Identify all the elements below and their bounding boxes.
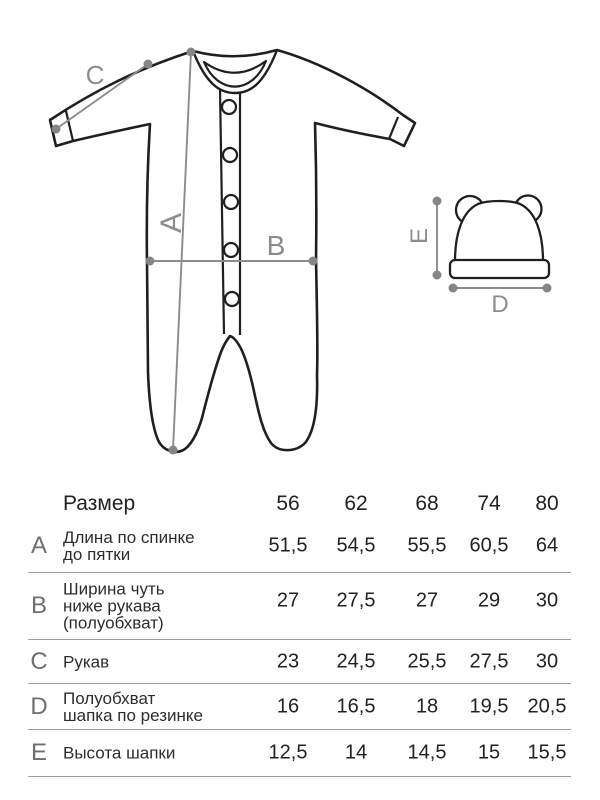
cell-E-56: 12,5 (268, 741, 308, 764)
cell-D-68: 18 (415, 695, 439, 717)
row-letter-E: E (30, 739, 47, 766)
cell-B-68: 27 (415, 589, 439, 612)
table-header-label: Размер (63, 492, 136, 515)
label-A: A (155, 212, 188, 234)
label-C: C (85, 60, 105, 90)
hat-dome (455, 201, 543, 261)
cell-C-80: 30 (535, 650, 559, 672)
row-desc-E: Высота шапки (63, 743, 176, 763)
cell-B-80: 30 (535, 589, 559, 612)
cell-D-74: 19,5 (469, 695, 509, 717)
cell-E-68: 14,5 (407, 741, 447, 764)
table-row-A (0, 520, 600, 572)
row-desc-C: Рукав (63, 652, 110, 671)
size-74: 74 (477, 492, 501, 515)
cell-D-80: 20,5 (527, 695, 567, 717)
cell-C-68: 25,5 (407, 650, 447, 672)
table-row-D (0, 684, 600, 729)
size-56: 56 (276, 492, 300, 515)
cell-E-80: 15,5 (527, 741, 567, 764)
label-B: B (266, 230, 286, 261)
table-row-B (0, 573, 600, 639)
table-header-row (0, 490, 600, 518)
hat-drawing (450, 196, 549, 279)
cell-A-80: 64 (535, 534, 559, 557)
cell-C-62: 24,5 (336, 650, 376, 672)
row-desc-A: Длина по спинке до пятки (63, 528, 195, 564)
onesie-drawing (50, 50, 415, 452)
cell-E-74: 15 (477, 741, 501, 764)
label-E: E (406, 227, 433, 245)
row-letter-A: A (30, 532, 47, 559)
cell-A-74: 60,5 (469, 534, 509, 557)
size-68: 68 (415, 492, 439, 515)
cell-C-56: 23 (276, 650, 300, 672)
cell-A-56: 51,5 (268, 534, 308, 557)
cell-D-56: 16 (276, 695, 300, 717)
row-desc-B: Ширина чуть ниже рукава (полуобхват) (63, 579, 165, 633)
size-80: 80 (535, 492, 559, 515)
cell-D-62: 16,5 (336, 695, 376, 717)
cell-A-62: 54,5 (336, 534, 376, 557)
table-row-C (0, 640, 600, 683)
row-desc-D: Полуобхват шапка по резинке (63, 688, 203, 725)
cell-E-62: 14 (344, 741, 368, 764)
row-letter-D: D (30, 692, 48, 720)
cell-A-68: 55,5 (407, 534, 447, 557)
size-62: 62 (344, 492, 368, 515)
label-D: D (491, 291, 509, 318)
table-row-E (0, 730, 600, 776)
hat-brim (450, 260, 549, 278)
cell-C-74: 27,5 (469, 650, 509, 672)
row-letter-C: C (30, 647, 48, 675)
cell-B-74: 29 (477, 589, 501, 612)
separator (28, 776, 571, 777)
cell-B-62: 27,5 (336, 589, 376, 612)
row-letter-B: B (30, 592, 47, 619)
cell-B-56: 27 (276, 589, 300, 612)
